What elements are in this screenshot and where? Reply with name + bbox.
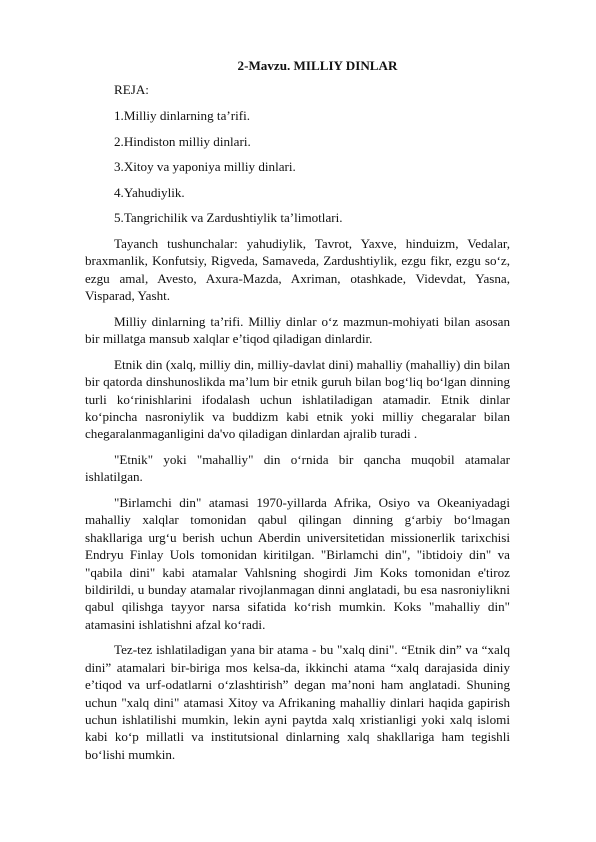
document-title: 2-Mavzu. MILLIY DINLAR xyxy=(237,58,398,73)
plan-item: 4.Yahudiylik. xyxy=(114,184,185,200)
body-paragraph: Tez-tez ishlatiladigan yana bir atama - bu "xalq dini". “Etnik din” va “xalq dini” atamalari bir-biriga mos kelsa-da, ikkinchi atama “xalq darajasida diniy e’tiqod va urf-odatlarni o‘zlashtirish” degan ma’noni ham anglatadi. Shuning uchun "xalq dini" atamasi Xitoy va Afrikaning mahalliy dinlari haqida gapirish uchun ishlatilishi mumkin, lekin ayni paytda xalq xristianligi yoki xalq islomi kabi ko‘p millatli va institutsional dinlarning xalq shakllariga ham tegishli bo‘lishi mumkin. xyxy=(85,642,510,762)
body-paragraph: "Birlamchi din" atamasi 1970-yillarda Afrika, Osiyo va Okeaniyadagi mahalliy xalqlar tomonidan qabul qilingan dinning g‘arbiy bo‘lmagan shakllariga urg‘u berish uchun Aberdin universitetidan missionerlik tarixchisi Endryu Finlay Uols tomonidan kiritilgan. "Birlamchi din", "ibtidoiy din" va "qabila dini" kabi atamalar Vahlsning shogirdi Jim Koks tomonidan e'tiroz bildirildi, u bunday atamalar rivojlanmagan dinni anglatadi, bu esa nasroniylikni qabul qilishga tayyor narsa sifatida ko‘rish mumkin. Koks "mahalliy din" atamasini ishlatishni afzal ko‘radi. xyxy=(85,495,510,632)
body-paragraph: "Etnik" yoki "mahalliy" din o‘rnida bir qancha muqobil atamalar ishlatilgan. xyxy=(85,452,510,485)
body-paragraph: Milliy dinlarning ta’rifi. Milliy dinlar o‘z mazmun-mohiyati bilan asosan bir millatga mansub xalqlar e’tiqod qiladigan dinlardir. xyxy=(85,313,510,347)
body-paragraph: Etnik din (xalq, milliy din, milliy-davlat dini) mahalliy (mahalliy) din bilan bir qatorda dinshunoslikda ma’lum bir etnik guruh bilan bog‘liq bo‘lgan dinning turli ko‘rinishlarini ifodalash uchun ishlatiladigan atamadir. Etnik dinlar ko‘pincha nasroniylik va buddizm kabi etnik yoki milliy chegaralar bilan chegaralanmaganligini da'vo qiladigan dinlardan ajralib turadi . xyxy=(85,356,510,442)
plan-heading: REJA: xyxy=(114,82,149,98)
key-terms-paragraph: Tayanch tushunchalar: yahudiylik, Tavrot, Yaxve, hinduizm, Vedalar, braxmanlik, Konfutsiy, Rigveda, Samaveda, Zardushtiylik, ezgu fikr, ezgu so‘z, ezgu amal, Avesto, Axura-Mazda, Axriman, otashkade, Videvdat, Yasna, Visparad, Yasht. xyxy=(85,235,510,304)
plan-item: 5.Tangrichilik va Zardushtiylik ta’limotlari. xyxy=(114,210,343,226)
document-body xyxy=(85,57,510,771)
plan-item: 2.Hindiston milliy dinlari. xyxy=(114,133,251,149)
plan-item: 1.Milliy dinlarning ta’rifi. xyxy=(114,108,251,123)
plan-item: 3.Xitoy va yaponiya milliy dinlari. xyxy=(114,159,296,175)
